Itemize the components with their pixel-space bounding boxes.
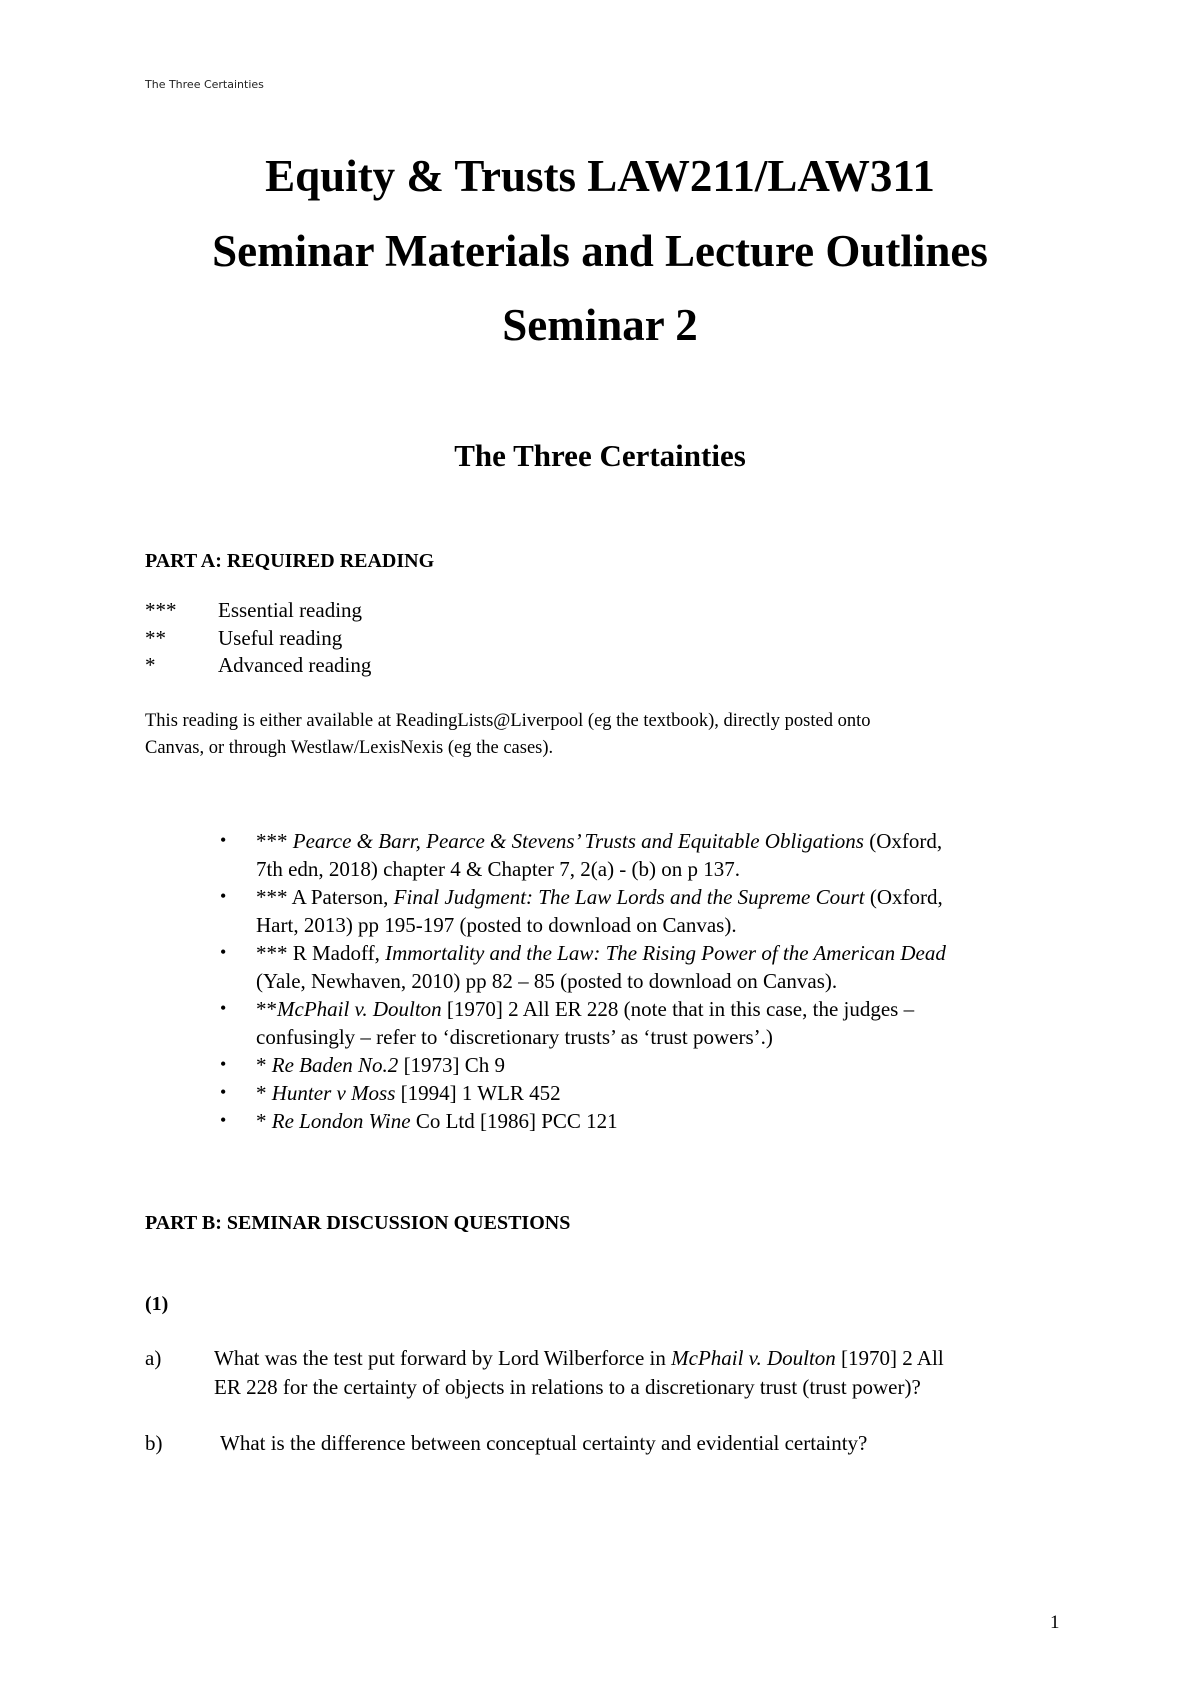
- italic-citation: McPhail v. Doulton: [277, 997, 442, 1021]
- text-line: [220, 1431, 867, 1456]
- text-segment: What is the difference between conceptual certainty and evidential certainty?: [220, 1431, 868, 1455]
- question-number: (1): [145, 1293, 169, 1315]
- italic-citation: Immortality and the Law: The Rising Power of the American Dead: [385, 941, 946, 965]
- key-label: Essential reading: [218, 598, 363, 622]
- text-segment: (Oxford,: [863, 829, 943, 853]
- text-line: [256, 969, 837, 994]
- bullet-icon: •: [220, 1110, 227, 1130]
- key-label: Advanced reading: [218, 653, 372, 677]
- text-segment: (Oxford,: [864, 885, 943, 909]
- question-label: b): [145, 1431, 163, 1455]
- text-segment: [1970] 2 All ER 228 (note that in this case, the judges –: [441, 997, 915, 1021]
- text-segment: *: [256, 1081, 272, 1105]
- text-line: [256, 997, 914, 1022]
- text-segment: *** R Madoff,: [256, 941, 386, 965]
- text-line: [256, 941, 946, 966]
- bullet-icon: •: [220, 830, 227, 850]
- italic-citation: Re London Wine: [271, 1109, 411, 1133]
- text-segment: 7th edn, 2018) chapter 4 & Chapter 7, 2(a) - (b) on p 137.: [256, 857, 741, 881]
- text-line: [256, 885, 943, 910]
- bullet-icon: •: [220, 1082, 227, 1102]
- text-line: [256, 857, 740, 882]
- key-label: Useful reading: [218, 626, 343, 650]
- text-segment: Hart, 2013) pp 195-197 (posted to download on Canvas).: [256, 913, 737, 937]
- text-segment: ER 228 for the certainty of objects in relations to a discretionary trust (trust power)?: [214, 1375, 921, 1399]
- reading-intro-line: Canvas, or through Westlaw/LexisNexis (eg the cases).: [145, 738, 554, 758]
- key-stars: ***: [145, 598, 177, 622]
- italic-citation: Re Baden No.2: [271, 1053, 399, 1077]
- text-segment: Co Ltd [1986] PCC 121: [410, 1109, 618, 1133]
- document-title-line-2: Seminar Materials and Lecture Outlines: [212, 226, 988, 276]
- reading-intro-line: This reading is either available at ReadingLists@Liverpool (eg the textbook), directly posted onto: [145, 711, 871, 731]
- bullet-icon: •: [220, 942, 227, 962]
- bullet-icon: •: [220, 886, 227, 906]
- text-segment: **: [256, 997, 277, 1021]
- document-subtitle: The Three Certainties: [454, 438, 746, 473]
- text-segment: *: [256, 1109, 272, 1133]
- italic-citation: Pearce & Barr, Pearce & Stevens’ Trusts and Equitable Obligations: [292, 829, 864, 853]
- text-segment: [1973] Ch 9: [398, 1053, 506, 1077]
- italic-citation: McPhail v. Doulton: [671, 1346, 836, 1370]
- text-line: [214, 1375, 921, 1400]
- text-line: [214, 1346, 944, 1371]
- text-segment: What was the test put forward by Lord Wilberforce in: [214, 1346, 672, 1370]
- text-segment: *: [256, 1053, 272, 1077]
- text-segment: [1970] 2 All: [835, 1346, 944, 1370]
- text-line: [256, 829, 942, 854]
- part-a-heading: PART A: REQUIRED READING: [145, 550, 435, 572]
- text-segment: ***: [256, 829, 293, 853]
- italic-citation: Final Judgment: The Law Lords and the Supreme Court: [393, 885, 865, 909]
- text-segment: (Yale, Newhaven, 2010) pp 82 – 85 (posted to download on Canvas).: [256, 969, 838, 993]
- page-number: 1: [1050, 1612, 1060, 1633]
- text-line: [256, 1025, 773, 1050]
- text-line: [256, 1081, 561, 1106]
- text-line: [256, 1109, 618, 1134]
- key-stars: **: [145, 626, 166, 650]
- text-line: [256, 913, 737, 938]
- document-title-line-3: Seminar 2: [502, 300, 698, 350]
- key-stars: *: [145, 653, 156, 677]
- question-label: a): [145, 1346, 162, 1370]
- text-line: [256, 1053, 505, 1078]
- part-b-heading: PART B: SEMINAR DISCUSSION QUESTIONS: [145, 1212, 571, 1234]
- text-segment: [1994] 1 WLR 452: [395, 1081, 561, 1105]
- text-segment: *** A Paterson,: [256, 885, 394, 909]
- bullet-icon: •: [220, 998, 227, 1018]
- bullet-icon: •: [220, 1054, 227, 1074]
- running-header: The Three Certainties: [145, 78, 264, 91]
- italic-citation: Hunter v Moss: [271, 1081, 396, 1105]
- text-segment: confusingly – refer to ‘discretionary trusts’ as ‘trust powers’.): [256, 1025, 773, 1049]
- document-title-line-1: Equity & Trusts LAW211/LAW311: [265, 151, 935, 201]
